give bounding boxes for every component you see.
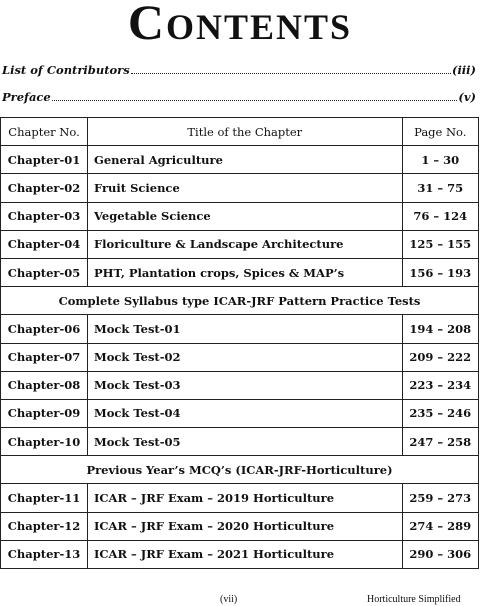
page-range-cell: 274 – 289 <box>402 512 478 540</box>
chapter-title-cell: Vegetable Science <box>88 202 403 230</box>
page-range-cell: 235 – 246 <box>402 399 478 427</box>
chapter-no-cell: Chapter-11 <box>1 484 88 512</box>
chapter-no-cell: Chapter-03 <box>1 202 88 230</box>
table-row[interactable] <box>1 540 479 568</box>
header-page-no: Page No. <box>402 118 478 146</box>
chapter-title-cell: Floriculture & Landscape Architecture <box>88 230 403 258</box>
section-heading-row[interactable] <box>1 287 479 315</box>
chapter-no-cell: Chapter-09 <box>1 399 88 427</box>
title-initial: C <box>127 0 167 50</box>
chapter-no-cell: Chapter-13 <box>1 540 88 568</box>
page-range-cell: 247 – 258 <box>402 428 478 456</box>
front-matter-page: (v) <box>458 90 476 104</box>
page-range-cell: 125 – 155 <box>402 230 478 258</box>
page-range-cell: 194 – 208 <box>402 315 478 343</box>
chapter-no-cell: Chapter-01 <box>1 146 88 174</box>
header-chapter-no: Chapter No. <box>1 118 88 146</box>
chapter-title-cell: Mock Test-03 <box>88 371 403 399</box>
chapter-title-cell: Mock Test-01 <box>88 315 403 343</box>
chapter-no-cell: Chapter-04 <box>1 230 88 258</box>
leader-dots <box>52 91 458 101</box>
chapter-title-cell: ICAR – JRF Exam – 2019 Horticulture <box>88 484 403 512</box>
front-matter-label: List of Contributors <box>2 63 130 77</box>
table-row[interactable] <box>1 512 479 540</box>
chapter-title-cell: Mock Test-04 <box>88 399 403 427</box>
chapter-no-cell: Chapter-10 <box>1 428 88 456</box>
chapter-no-cell: Chapter-05 <box>1 258 88 286</box>
page-range-cell: 223 – 234 <box>402 371 478 399</box>
table-row[interactable] <box>1 202 479 230</box>
footer-book-title: Horticulture Simplified <box>367 594 461 605</box>
page-range-cell: 1 – 30 <box>402 146 478 174</box>
table-header-row <box>1 118 479 146</box>
front-matter-contributors[interactable] <box>2 63 476 77</box>
page-title <box>0 0 480 49</box>
section-heading: Previous Year’s MCQ’s (ICAR-JRF-Horticulture) <box>1 456 479 484</box>
chapter-title-cell: ICAR – JRF Exam – 2020 Horticulture <box>88 512 403 540</box>
front-matter-preface[interactable] <box>2 90 476 104</box>
table-row[interactable] <box>1 230 479 258</box>
chapter-no-cell: Chapter-08 <box>1 371 88 399</box>
page-range-cell: 209 – 222 <box>402 343 478 371</box>
table-row[interactable] <box>1 428 479 456</box>
chapter-title-cell: Mock Test-02 <box>88 343 403 371</box>
page-range-cell: 31 – 75 <box>402 174 478 202</box>
chapter-no-cell: Chapter-02 <box>1 174 88 202</box>
chapter-title-cell: General Agriculture <box>88 146 403 174</box>
page-range-cell: 259 – 273 <box>402 484 478 512</box>
section-heading-row[interactable] <box>1 456 479 484</box>
chapter-title-cell: ICAR – JRF Exam – 2021 Horticulture <box>88 540 403 568</box>
contents-table <box>0 117 479 569</box>
header-title: Title of the Chapter <box>88 118 403 146</box>
chapter-title-cell: PHT, Plantation crops, Spices & MAP’s <box>88 258 403 286</box>
footer-page-number: (vii) <box>220 594 238 605</box>
table-row[interactable] <box>1 399 479 427</box>
chapter-no-cell: Chapter-07 <box>1 343 88 371</box>
chapter-no-cell: Chapter-12 <box>1 512 88 540</box>
chapter-no-cell: Chapter-06 <box>1 315 88 343</box>
page-range-cell: 76 – 124 <box>402 202 478 230</box>
page-range-cell: 156 – 193 <box>402 258 478 286</box>
page-range-cell: 290 – 306 <box>402 540 478 568</box>
front-matter-page: (iii) <box>452 63 476 77</box>
section-heading: Complete Syllabus type ICAR-JRF Pattern Practice Tests <box>1 287 479 315</box>
table-row[interactable] <box>1 343 479 371</box>
table-row[interactable] <box>1 258 479 286</box>
chapter-title-cell: Fruit Science <box>88 174 403 202</box>
table-row[interactable] <box>1 146 479 174</box>
front-matter-label: Preface <box>2 90 51 104</box>
table-row[interactable] <box>1 484 479 512</box>
chapter-title-cell: Mock Test-05 <box>88 428 403 456</box>
title-rest: ONTENTS <box>166 7 353 47</box>
table-row[interactable] <box>1 174 479 202</box>
table-row[interactable] <box>1 371 479 399</box>
table-row[interactable] <box>1 315 479 343</box>
leader-dots <box>131 64 451 74</box>
